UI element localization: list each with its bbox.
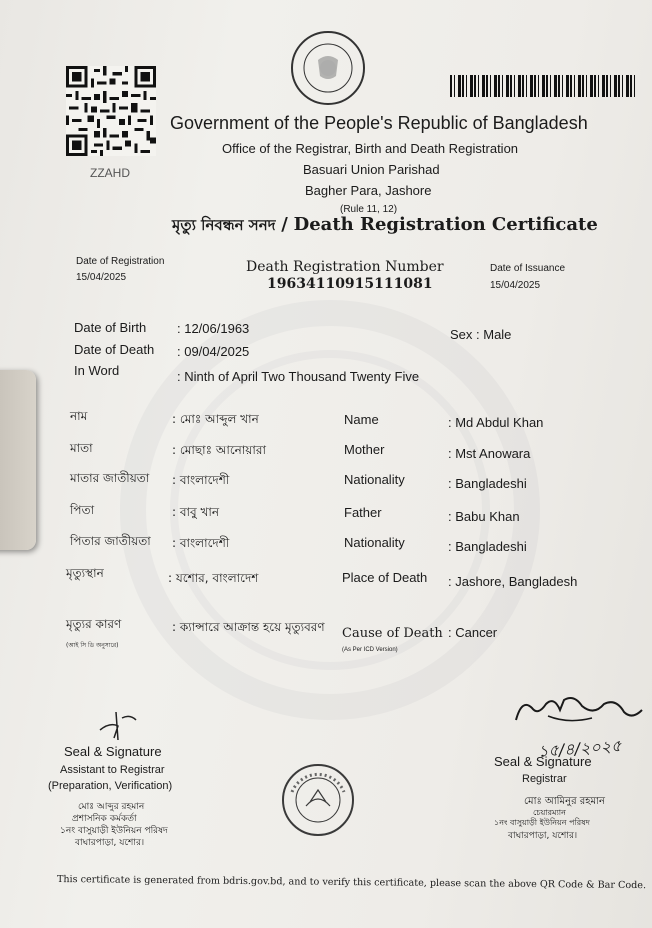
bn-label-cause-of-death: মৃত্যুর কারণ (66, 617, 122, 631)
bn-value-mother: : মোছাঃ আনোয়ারা (172, 443, 266, 457)
footer-note: This certificate is generated from bdris.gov.bd, and to verify this certificate, please scan the above QR Code & Bar Code. (56, 874, 647, 892)
left-stamp-line-4: বাঘারপাড়া, যশোর। (75, 838, 145, 848)
rule-text: (Rule 11, 12) (340, 204, 398, 215)
bn-value-father-nationality: : বাংলাদেশী (172, 536, 230, 550)
left-stamp-line-3: ১নং বাসুয়াড়ী ইউনিয়ন পরিষদ (60, 826, 168, 836)
en-value-father: : Babu Khan (448, 509, 520, 524)
bn-label-mother: মাতা (70, 441, 93, 455)
in-word-value: : Ninth of April Two Thousand Twenty Five (177, 369, 420, 384)
left-seal-title: Seal & Signature (64, 744, 162, 759)
en-label-name: Name (344, 412, 379, 427)
certificate-title-en: Death Registration Certificate (293, 214, 598, 235)
en-value-mother: : Mst Anowara (448, 446, 531, 461)
phone-edge (0, 370, 36, 550)
registrar-handwritten-date: ১৫/৪/২০২৫ (537, 736, 623, 761)
bn-label-mother-nationality: মাতার জাতীয়তা (70, 471, 150, 485)
date-of-registration-label: Date of Registration (76, 256, 165, 267)
right-stamp-line-3: ১নং বাসুয়াড়ী ইউনিয়ন পরিষদ (494, 818, 590, 827)
en-value-name: : Md Abdul Khan (448, 415, 544, 430)
in-word-label: In Word (74, 363, 120, 378)
right-seal-role: Registrar (522, 773, 567, 785)
certificate-title-separator: / (281, 214, 288, 235)
en-cause-note: (As Per ICD Version) (342, 647, 398, 653)
registration-number-label: Death Registration Number (246, 259, 444, 275)
bn-label-father-nationality: পিতার জাতীয়তা (70, 534, 151, 548)
right-stamp-line-4: বাঘারপাড়া, যশোর। (508, 831, 578, 841)
left-seal-sub: (Preparation, Verification) (48, 780, 173, 792)
en-label-mother: Mother (344, 442, 385, 457)
date-of-issuance-label: Date of Issuance (490, 263, 566, 274)
left-seal-role: Assistant to Registrar (60, 764, 165, 776)
right-seal-title: Seal & Signature (494, 754, 592, 769)
en-label-mother-nationality: Nationality (344, 472, 405, 487)
union-parishad-stamp-icon (280, 762, 356, 838)
left-stamp-line-2: প্রশাসনিক কর্মকর্তা (72, 814, 137, 824)
certificate-title (172, 214, 598, 239)
sex-value: Sex : Male (450, 327, 512, 342)
right-stamp-line-1: মোঃ আমিনুর রহমান (524, 796, 605, 807)
en-value-mother-nationality: : Bangladeshi (448, 476, 527, 491)
bn-label-father: পিতা (70, 503, 95, 517)
en-value-cause-of-death: : Cancer (448, 625, 498, 640)
registration-number-value: 19634110915111081 (267, 276, 433, 292)
barcode-icon[interactable] (450, 75, 636, 97)
en-value-place-of-death: : Jashore, Bangladesh (448, 574, 578, 589)
left-stamp-line-1: মোঃ আব্দুর রহমান (78, 802, 145, 812)
union-name: Basuari Union Parishad (303, 162, 440, 177)
en-label-father-nationality: Nationality (344, 535, 405, 550)
assistant-signature-icon (96, 708, 140, 742)
government-seal-icon (290, 30, 366, 106)
qr-code-icon[interactable] (66, 66, 156, 156)
qr-code-label: ZZAHD (90, 166, 130, 180)
date-of-birth-label: Date of Birth (74, 320, 147, 335)
bn-cause-note: (আই সি ডি অনুসারে) (66, 642, 119, 649)
bn-value-cause-of-death: : ক্যান্সারে আক্রান্ত হয়ে মৃত্যুবরণ (172, 620, 325, 634)
date-of-death-value: : 09/04/2025 (177, 344, 250, 359)
bn-label-place-of-death: মৃত্যুস্থান (66, 566, 104, 580)
bn-value-mother-nationality: : বাংলাদেশী (172, 473, 230, 487)
certificate-title-bn: মৃত্যু নিবন্ধন সনদ (172, 216, 276, 234)
en-label-cause-of-death: Cause of Death (342, 626, 443, 641)
bn-value-name: : মোঃ আব্দুল খান (172, 412, 259, 426)
bn-label-name: নাম (70, 409, 88, 423)
en-value-father-nationality: : Bangladeshi (448, 539, 527, 554)
right-stamp-line-2: চেয়ারম্যান (533, 808, 566, 817)
location: Bagher Para, Jashore (305, 183, 432, 198)
date-of-registration-value: 15/04/2025 (76, 272, 127, 283)
en-label-father: Father (344, 505, 382, 520)
date-of-death-label: Date of Death (74, 342, 155, 357)
en-label-place-of-death: Place of Death (342, 570, 428, 585)
bn-value-father: : বাবু খান (172, 505, 220, 519)
date-of-birth-value: : 12/06/1963 (177, 321, 250, 336)
bn-value-place-of-death: : যশোর, বাংলাদেশ (168, 571, 259, 585)
office-name: Office of the Registrar, Birth and Death Registration (222, 141, 519, 156)
date-of-issuance-value: 15/04/2025 (490, 280, 541, 291)
government-title: Government of the People's Republic of Bangladesh (170, 113, 588, 133)
